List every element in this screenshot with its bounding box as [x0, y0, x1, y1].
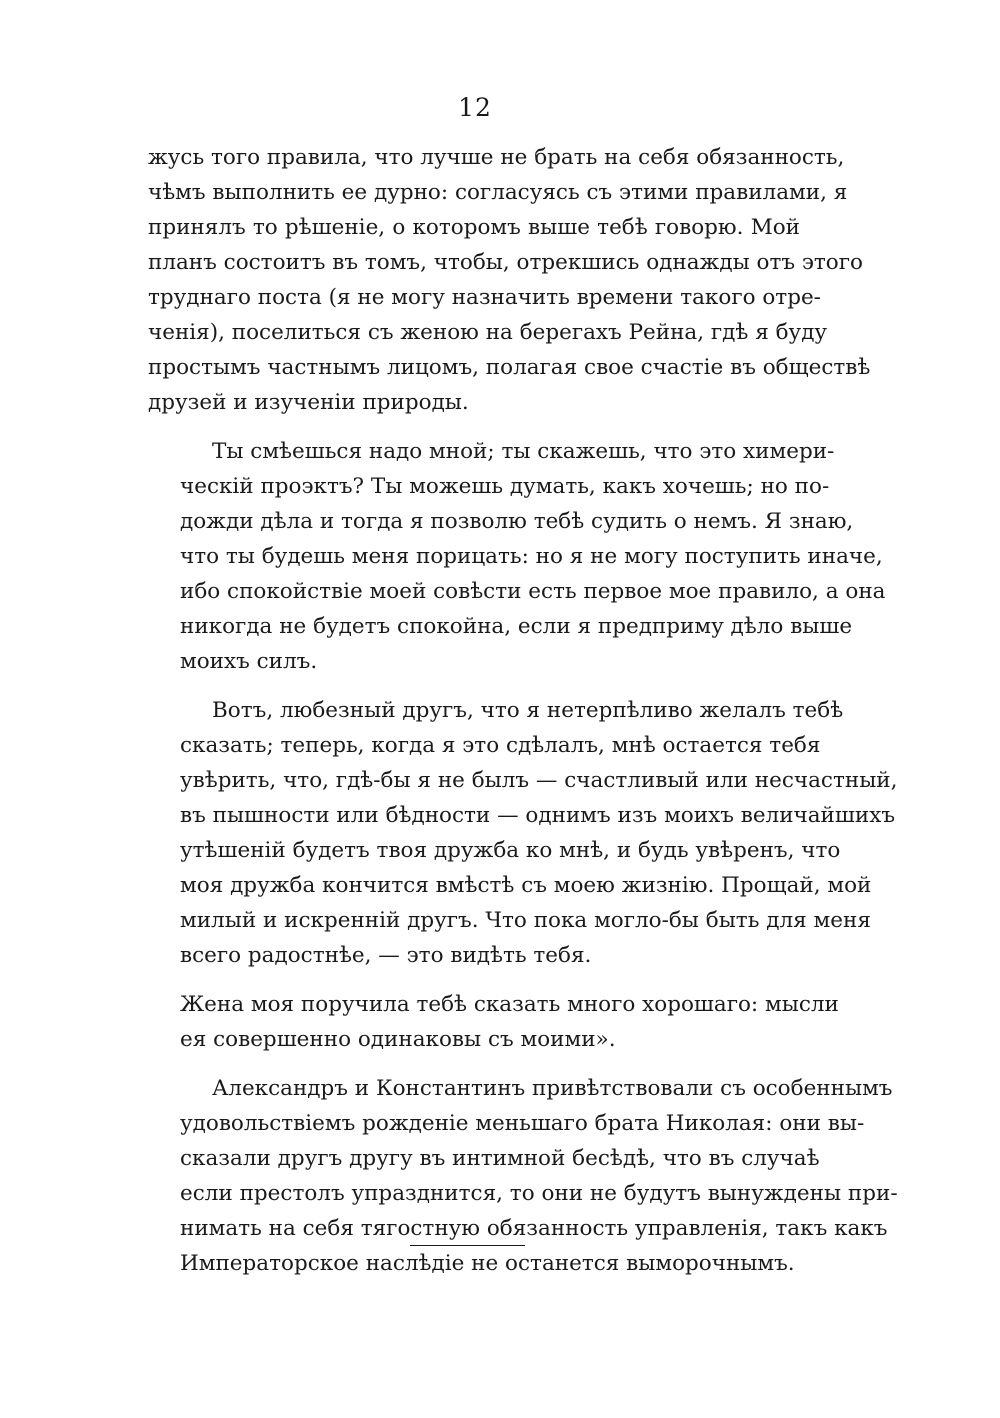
text-line: всего радостнѣе, — это видѣть тебя.: [180, 943, 592, 968]
text-line: Жена моя поручила тебѣ сказать много хорошаго: мысли: [180, 992, 839, 1017]
paragraph-2: [148, 434, 886, 679]
text-line: если престолъ упразднится, то они не будутъ вынуждены при-: [180, 1181, 898, 1206]
text-line: ческій проэктъ? Ты можешь думать, какъ хочешь; но по-: [180, 474, 830, 499]
paragraph-4: [148, 987, 839, 1057]
body-text: [148, 140, 898, 1295]
text-line: принялъ то рѣшеніе, о которомъ выше тебѣ говорю. Мой: [148, 215, 800, 240]
text-line: ея совершенно одинаковы съ моими».: [180, 1027, 616, 1052]
text-line: жусь того правила, что лучше не брать на себя обязанность,: [148, 145, 845, 170]
text-line: моихъ силъ.: [180, 649, 318, 674]
paragraph-1: [148, 140, 871, 420]
text-line: увѣрить, что, гдѣ-бы я не былъ — счастливый или несчастный,: [180, 768, 898, 793]
text-line: друзей и изученіи природы.: [148, 390, 469, 415]
text-line: простымъ частнымъ лицомъ, полагая свое счастіе въ обществѣ: [148, 355, 871, 380]
page-number: 12: [458, 93, 492, 122]
text-line: ибо спокойствіе моей совѣсти есть первое мое правило, а она: [180, 579, 886, 604]
text-line: моя дружба кончится вмѣстѣ съ моею жизнію. Прощай, мой: [180, 873, 872, 898]
text-line: сказали другъ другу въ интимной бесѣдѣ, что въ случаѣ: [180, 1146, 820, 1171]
text-line: утѣшеній будетъ твоя дружба ко мнѣ, и будь увѣренъ, что: [180, 838, 841, 863]
text-line: Александръ и Константинъ привѣтствовали съ особеннымъ: [212, 1076, 893, 1101]
text-line: труднаго поста (я не могу назначить времени такого отре-: [148, 285, 821, 310]
text-line: сказать; теперь, когда я это сдѣлалъ, мнѣ остается тебя: [180, 733, 821, 758]
text-line: ченія), поселиться съ женою на берегахъ Рейна, гдѣ я буду: [148, 320, 828, 345]
text-line: удовольствіемъ рожденіе меньшаго брата Николая: они вы-: [180, 1111, 865, 1136]
text-line: въ пышности или бѣдности — однимъ изъ моихъ величайшихъ: [180, 803, 896, 828]
text-line: планъ состоитъ въ томъ, чтобы, отрекшись однажды отъ этого: [148, 250, 863, 275]
paragraph-5: [148, 1071, 898, 1281]
text-line: милый и искренній другъ. Что пока могло-бы быть для меня: [180, 908, 871, 933]
text-line: нимать на себя тягостную обязанность управленія, такъ какъ: [180, 1216, 888, 1241]
text-line: что ты будешь меня порицать: но я не могу поступить иначе,: [180, 544, 883, 569]
text-line: Императорское наслѣдіе не останется выморочнымъ.: [180, 1251, 795, 1276]
text-line: Вотъ, любезный другъ, что я нетерпѣливо желалъ тебѣ: [212, 698, 844, 723]
paragraph-3: [148, 693, 898, 973]
section-divider: [410, 1245, 525, 1246]
text-line: Ты смѣешься надо мной; ты скажешь, что это химери-: [212, 439, 835, 464]
text-line: дожди дѣла и тогда я позволю тебѣ судить о немъ. Я знаю,: [180, 509, 854, 534]
text-line: чѣмъ выполнить ее дурно: согласуясь съ этими правилами, я: [148, 180, 848, 205]
text-line: никогда не будетъ спокойна, если я предприму дѣло выше: [180, 614, 853, 639]
